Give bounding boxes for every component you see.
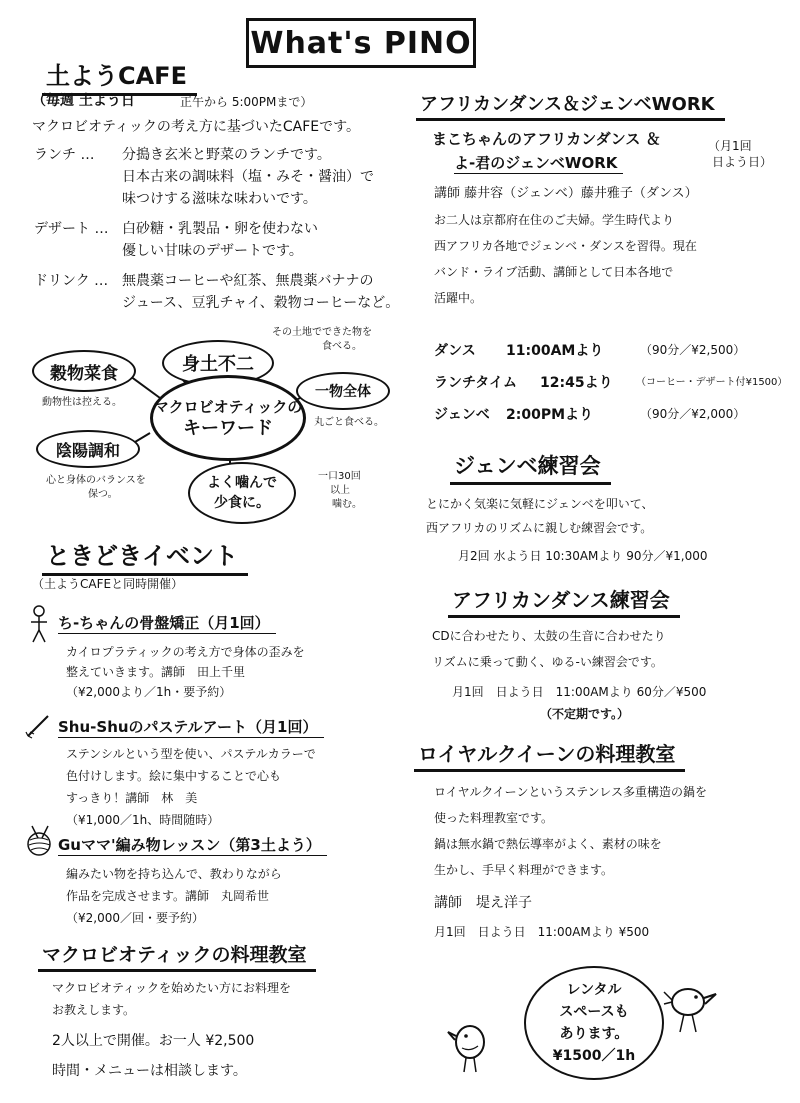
rental-line: スペースも bbox=[559, 1004, 629, 1020]
node-inyo-chowa: 陰陽調和 bbox=[36, 430, 140, 468]
person-icon bbox=[28, 604, 50, 644]
african-dance-freq: 日よう日） bbox=[712, 155, 773, 169]
event-line: 編みたい物を持ち込んで、教わりながら bbox=[66, 867, 282, 881]
macro-line: 時間・メニューは相談します。 bbox=[52, 1063, 247, 1079]
schedule-detail: （コーヒー・デザート付¥1500） bbox=[636, 377, 788, 388]
schedule-detail: （90分／¥2,500） bbox=[640, 343, 746, 357]
african-dance-desc: 活躍中。 bbox=[434, 291, 483, 305]
note-shindo: 食べる。 bbox=[322, 341, 362, 352]
schedule-time: 2:00PMより bbox=[506, 407, 594, 423]
dance-practice-line: リズムに乗って動く、ゆる-い練習会です。 bbox=[432, 655, 663, 669]
event-line: カイロプラティックの考え方で身体の歪みを bbox=[66, 645, 305, 659]
cafe-heading: 土ようCAFE bbox=[42, 56, 197, 96]
royal-queen-line: 生かし、手早く料理ができます。 bbox=[434, 863, 614, 877]
brush-icon bbox=[24, 712, 54, 740]
node-kokumotsu-saishoku: 穀物菜食 bbox=[32, 350, 136, 392]
yoku-line-2: 少食に。 bbox=[214, 495, 270, 511]
royal-queen-line: 使った料理教室です。 bbox=[434, 811, 554, 825]
royal-queen-schedule: 月1回 日よう日 11:00AMより ¥500 bbox=[434, 925, 650, 939]
schedule-detail: （90分／¥2,000） bbox=[640, 407, 746, 421]
node-yoku-kande bbox=[188, 462, 296, 524]
djembe-practice-schedule: 月2回 水よう日 10:30AMより 90分／¥1,000 bbox=[458, 549, 708, 563]
lunch-line: 分搗き玄米と野菜のランチです。 bbox=[122, 147, 331, 163]
african-dance-heading: アフリカンダンス＆ジェンベWORK bbox=[416, 90, 725, 121]
royal-queen-line: 鍋は無水鍋で熱伝導率がよく、素材の味を bbox=[434, 837, 662, 851]
schedule-label: ランチタイム bbox=[434, 375, 518, 391]
rental-line: ¥1500／1h bbox=[552, 1048, 636, 1064]
rental-line: レンタル bbox=[566, 982, 622, 998]
dance-practice-heading: アフリカンダンス練習会 bbox=[448, 584, 680, 618]
note-ichibutsu: 丸ごと食べる。 bbox=[314, 417, 384, 428]
schedule-label: ジェンベ bbox=[434, 407, 490, 423]
dessert-line: 白砂糖・乳製品・卵を使わない bbox=[122, 221, 318, 237]
event-line: ステンシルという型を使い、パステルカラーで bbox=[66, 747, 316, 761]
cafe-intro: マクロビオティックの考え方に基づいたCAFEです。 bbox=[32, 119, 361, 135]
macro-line: 2人以上で開催。お一人 ¥2,500 bbox=[52, 1033, 255, 1049]
macro-class-heading: マクロビオティックの料理教室 bbox=[38, 940, 316, 972]
dessert-line: 優しい甘味のデザートです。 bbox=[122, 243, 303, 259]
bird-icon bbox=[446, 1018, 494, 1074]
event-title: Shu-Shuのパステルアート（月1回） bbox=[58, 716, 324, 738]
drink-line: ジュース、豆乳チャイ、穀物コーヒーなど。 bbox=[122, 295, 400, 311]
royal-queen-heading: ロイヤルクイーンの料理教室 bbox=[414, 738, 685, 772]
djembe-practice-heading: ジェンベ練習会 bbox=[450, 450, 611, 485]
african-dance-sub-2: よ-君のジェンベWORK bbox=[454, 152, 623, 174]
event-line: 色付けします。絵に集中することで心も bbox=[66, 769, 282, 783]
note-inyo: 心と身体のバランスを bbox=[46, 475, 146, 486]
node-shindo-fuji: 身土不二 bbox=[162, 340, 274, 386]
event-line: （¥2,000／回・要予約） bbox=[66, 911, 204, 925]
dance-practice-schedule: 月1回 日よう日 11:00AMより 60分／¥500 bbox=[452, 685, 707, 699]
schedule-label: ダンス bbox=[434, 343, 476, 359]
rental-line: あります。 bbox=[559, 1026, 629, 1042]
lunch-label: ランチ … bbox=[34, 147, 95, 163]
african-dance-sub-1: まこちゃんのアフリカンダンス ＆ bbox=[432, 130, 661, 148]
royal-queen-line: ロイヤルクイーンというステンレス多重構造の鍋を bbox=[434, 785, 707, 799]
note-yoku: 噛む。 bbox=[332, 499, 362, 510]
note-yoku: 以上 bbox=[330, 485, 350, 496]
cafe-schedule-main: （毎週 土よう日 bbox=[32, 93, 135, 109]
events-heading: ときどきイベント bbox=[42, 536, 248, 576]
event-line: 作品を完成させます。講師 丸岡希世 bbox=[66, 889, 270, 903]
african-dance-desc: 西アフリカ各地でジェンベ・ダンスを習得。現在 bbox=[434, 239, 697, 253]
page-title: What's PINO bbox=[246, 18, 476, 68]
african-dance-desc: バンド・ライブ活動、講師として日本各地で bbox=[434, 265, 674, 279]
drink-line: 無農薬コーヒーや紅茶、無農薬バナナの bbox=[122, 273, 374, 289]
dessert-label: デザート … bbox=[34, 221, 109, 237]
lunch-line: 味つけする滋味な味わいです。 bbox=[122, 191, 317, 207]
dance-practice-note: （不定期です。） bbox=[540, 707, 630, 721]
note-kokumotsu: 動物性は控える。 bbox=[42, 397, 122, 408]
royal-queen-teacher: 講師 堤え洋子 bbox=[434, 895, 532, 911]
yarn-icon bbox=[22, 824, 56, 858]
events-sub: （土ようCAFEと同時開催） bbox=[32, 577, 184, 591]
lunch-line: 日本古来の調味料（塩・みそ・醤油）で bbox=[122, 169, 374, 185]
djembe-practice-line: 西アフリカのリズムに親しむ練習会です。 bbox=[426, 521, 653, 535]
note-inyo: 保つ。 bbox=[88, 489, 118, 500]
center-line-1: マクロビオティックの bbox=[153, 398, 303, 416]
schedule-time: 11:00AMより bbox=[506, 343, 604, 359]
schedule-time: 12:45より bbox=[540, 375, 613, 391]
event-title: ち-ちゃんの骨盤矯正（月1回） bbox=[58, 612, 276, 634]
bird-icon bbox=[662, 980, 720, 1034]
african-dance-teacher: 講師 藤井容（ジェンベ）藤井雅子（ダンス） bbox=[434, 186, 698, 201]
african-dance-freq: （月1回 bbox=[708, 139, 752, 153]
event-line: （¥1,000／1h、時間随時） bbox=[66, 813, 220, 827]
event-line: 整えていきます。講師 田上千里 bbox=[66, 665, 246, 679]
macro-line: マクロビオティックを始めたい方にお料理を bbox=[52, 981, 292, 995]
yoku-line-1: よく噛んで bbox=[207, 475, 277, 491]
dance-practice-line: CDに合わせたり、太鼓の生音に合わせたり bbox=[432, 629, 666, 643]
rental-bubble bbox=[524, 966, 664, 1080]
drink-label: ドリンク … bbox=[34, 273, 109, 289]
note-shindo: その土地でできた物を bbox=[272, 327, 372, 338]
event-line: すっきり！講師 林 美 bbox=[66, 791, 198, 805]
center-line-2: キーワード bbox=[183, 418, 273, 439]
macro-line: お教えします。 bbox=[52, 1003, 136, 1017]
node-center-keyword bbox=[150, 375, 306, 461]
note-yoku: 一口30回 bbox=[318, 471, 361, 482]
node-ichibutsu-zentai: 一物全体 bbox=[296, 372, 390, 410]
event-title: Guママ'編み物レッスン（第3土よう） bbox=[58, 834, 327, 856]
african-dance-desc: お二人は京都府在住のご夫婦。学生時代より bbox=[434, 213, 675, 227]
event-line: （¥2,000より／1h・要予約） bbox=[66, 685, 232, 699]
djembe-practice-line: とにかく気楽に気軽にジェンベを叩いて、 bbox=[426, 497, 654, 511]
cafe-schedule-time: 正午から 5:00PMまで） bbox=[180, 95, 313, 109]
